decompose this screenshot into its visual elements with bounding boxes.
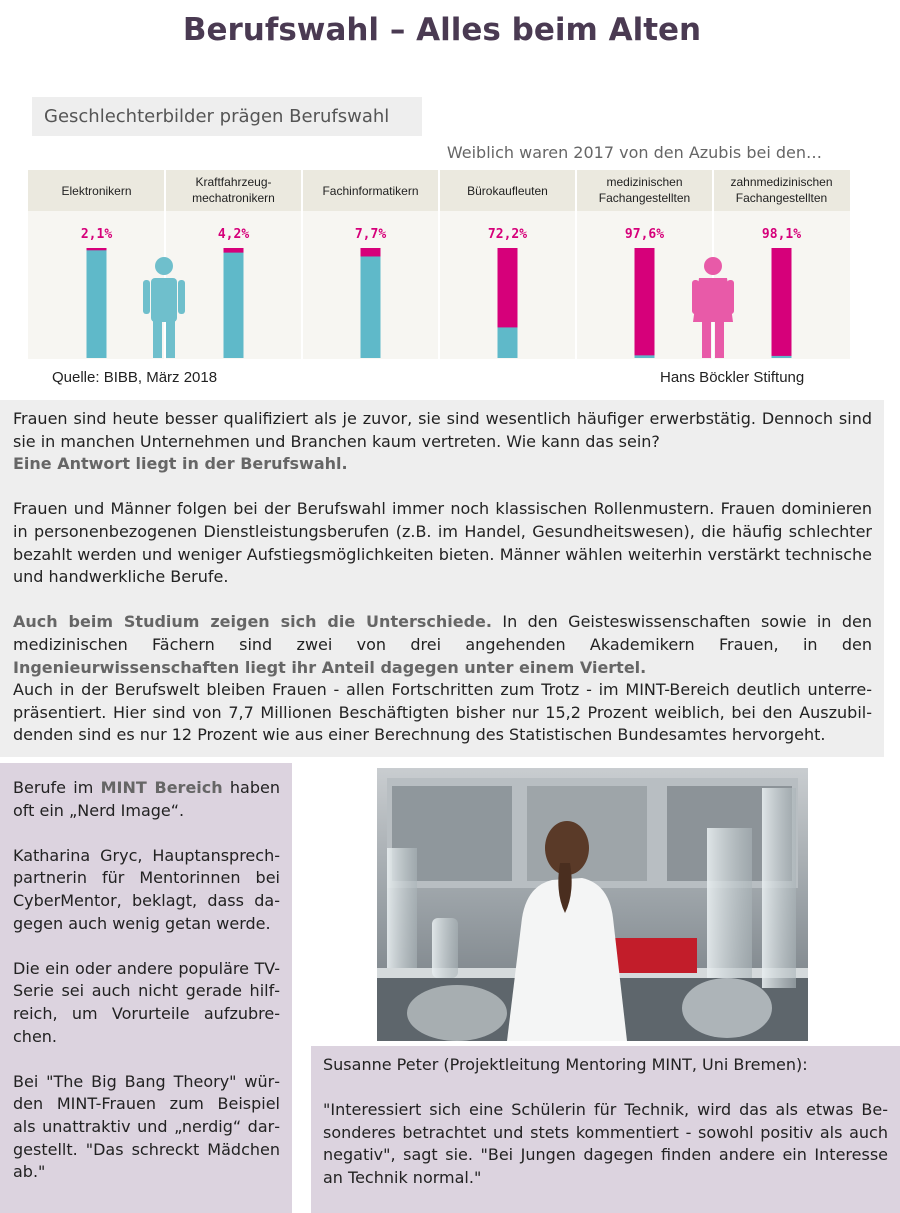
- bar-female: [498, 248, 518, 327]
- chart-svg: [28, 170, 850, 359]
- value-label: 7,7%: [354, 227, 387, 242]
- bar-male: [361, 248, 381, 358]
- intro-paragraph-1: [13, 408, 872, 476]
- value-label: 98,1%: [761, 227, 802, 242]
- category-label: Bürokaufleuten: [467, 184, 548, 198]
- left-p1-highlight: MINT Bereich: [100, 778, 223, 797]
- bar-female: [772, 248, 792, 356]
- left-paragraph-1: [13, 777, 280, 822]
- value-label: 2,1%: [80, 227, 113, 242]
- quote-box: [311, 1046, 900, 1213]
- left-p1-a: Berufe im: [13, 778, 101, 797]
- quote-text: "Interessiert sich eine Schülerin für Technik, wird das als etwas Besonderes betrachtet und stets kommentiert - sowohl positiv als auch negativ", sagt sie. "Bei Jungen dagegen finden andere ein Interesse an Technik normal.": [323, 1100, 888, 1187]
- category-label: medizinischen Fachangestellten: [598, 175, 691, 205]
- bar-female: [224, 248, 244, 253]
- bar-female: [635, 248, 655, 355]
- sidebar-text-box: [0, 763, 292, 1213]
- intro-p1-highlight: Eine Antwort liegt in der Berufswahl.: [13, 454, 348, 474]
- source-note: Quelle: BIBB, März 2018: [52, 369, 218, 386]
- lab-photo: [377, 768, 808, 1041]
- category-label: zahnmedizinischen Fachangestellten: [730, 175, 833, 205]
- page-title: Berufswahl – Alles beim Alten: [182, 12, 702, 48]
- bar-female: [87, 248, 107, 250]
- bar-male: [224, 248, 244, 358]
- left-paragraph-4: Bei "The Big Bang Theory" würden MINT-Frauen zum Beispiel als unattraktiv und „nerdig“ dargestellt. "Das schreckt Mädchen ab.": [13, 1071, 280, 1182]
- intro-text-box: [0, 400, 884, 757]
- category-label: Elektronikern: [61, 184, 132, 198]
- value-label: 72,2%: [487, 227, 528, 242]
- category-label: Kraftfahrzeug-mechatronikern: [192, 175, 275, 205]
- intro-p1-text: Frauen sind heute besser qualifiziert als je zuvor, sie sind wesentlich häufiger erwerbstätig. Dennoch sind sie in manchen Unternehmen und Branchen kaum vertreten. Wie kann das sein?: [13, 409, 872, 451]
- intro-paragraph-4: Auch in der Berufswelt bleiben Frauen - allen Fortschritten zum Trotz - im MINT-Bereich deutlich unterrepräsentiert. Hier sind von 7,7 Millionen Beschäftigten bisher nur 15,2 Prozent weiblich, bei den Auszubildenden sind es nur 12 Prozent wie aus einer Berechnung des Statistischen Bundesamtes hervorgeht.: [13, 680, 872, 745]
- intro-paragraph-3: [13, 611, 872, 679]
- intro-p3-text: In den Geisteswissenschaften sowie in den medizinischen Fächern sind zwei von drei angehenden Akademikern Frauen, in den: [13, 612, 873, 654]
- bar-chart: [28, 170, 850, 359]
- value-label: 4,2%: [217, 227, 250, 242]
- chart-subtitle: Geschlechterbilder prägen Berufswahl: [32, 97, 422, 136]
- bar-male: [87, 248, 107, 358]
- intro-p3-highlight: Auch beim Studium zeigen sich die Unterschiede.: [13, 612, 492, 632]
- left-paragraph-2: Katharina Gryc, Hauptansprechpartnerin für Mentorinnen bei CyberMentor, beklagt, dass dagegen auch wenig getan werde.: [13, 845, 280, 933]
- quote-author: Susanne Peter (Projektleitung Mentoring MINT, Uni Bremen):: [323, 1055, 808, 1074]
- left-p1-b: haben oft ein „Nerd Image“.: [13, 778, 281, 820]
- bar-female: [361, 248, 381, 256]
- left-paragraph-3: Die ein oder andere populäre TV-Serie sei auch nicht gerade hilfreich, um Vorurteile aufzubrechen.: [13, 958, 280, 1046]
- category-label: Fachinformatikern: [322, 184, 419, 198]
- value-label: 97,6%: [624, 227, 665, 242]
- intro-p3-highlight-2: Ingenieurwissenschaften liegt ihr Anteil dagegen unter einem Viertel.: [13, 657, 647, 677]
- chart-caption: Weiblich waren 2017 von den Azubis bei den…: [446, 143, 822, 162]
- publisher-note: Hans Böckler Stiftung: [660, 369, 805, 386]
- intro-paragraph-2: Frauen und Männer folgen bei der Berufswahl immer noch klassischen Rollenmustern. Frauen dominieren in personenbezogenen Dienstleistungsberufen (z.B. im Handel, Gesundheitswesen), die häufig schlechter bezahlt werden und weniger Aufstiegsmöglichkeiten bieten. Männer wählen weiterhin verstärkt technische und handwerkliche Berufe.: [13, 499, 872, 587]
